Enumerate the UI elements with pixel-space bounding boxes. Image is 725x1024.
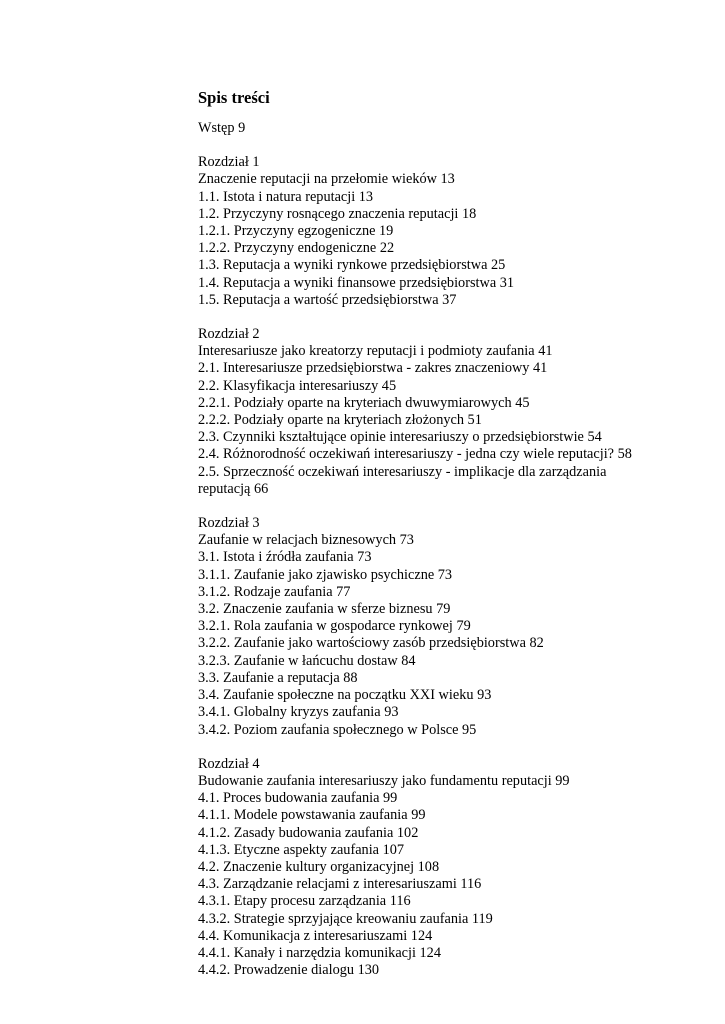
- toc-entry: 4.4.1. Kanały i narzędzia komunikacji 124: [198, 944, 441, 961]
- toc-entry: 4.1.2. Zasady budowania zaufania 102: [198, 824, 419, 841]
- toc-entry: 1.5. Reputacja a wartość przedsiębiorstwa 37: [198, 291, 457, 308]
- toc-entry: Zaufanie w relacjach biznesowych 73: [198, 532, 414, 549]
- toc-entry: 3.4. Zaufanie społeczne na początku XXI wieku 93: [198, 687, 492, 704]
- toc-entry: 1.1. Istota i natura reputacji 13: [198, 188, 374, 205]
- toc-entry: 3.1.1. Zaufanie jako zjawisko psychiczne 73: [198, 566, 453, 583]
- toc-chapter-2: [198, 326, 638, 498]
- toc-entry: Budowanie zaufania interesariuszy jako fundamentu reputacji 99: [198, 772, 570, 789]
- toc-entry: 1.2.2. Przyczyny endogeniczne 22: [198, 240, 395, 257]
- toc-entry: Interesariusze jako kreatorzy reputacji i podmioty zaufania 41: [198, 343, 553, 360]
- toc-entry: 3.4.1. Globalny kryzys zaufania 93: [198, 704, 399, 721]
- toc-entry: 1.3. Reputacja a wyniki rynkowe przedsiębiorstwa 25: [198, 257, 506, 274]
- toc-title: Spis treści: [198, 88, 270, 107]
- toc-entry: 3.3. Zaufanie a reputacja 88: [198, 669, 358, 686]
- chapter-heading: Rozdział 4: [198, 755, 260, 772]
- toc-entry: 4.3.1. Etapy procesu zarządzania 116: [198, 893, 411, 910]
- toc-chapter-4: [198, 756, 638, 980]
- toc-entry: 1.2.1. Przyczyny egzogeniczne 19: [198, 223, 394, 240]
- toc-entry: 4.4. Komunikacja z interesariuszami 124: [198, 927, 433, 944]
- toc-entry: 3.2.2. Zaufanie jako wartościowy zasób przedsiębiorstwa 82: [198, 635, 544, 652]
- toc-entry: Znaczenie reputacji na przełomie wieków 13: [198, 171, 455, 188]
- toc-entry: 3.2.3. Zaufanie w łańcuchu dostaw 84: [198, 652, 416, 669]
- toc-entry: 2.2. Klasyfikacja interesariuszy 45: [198, 377, 397, 394]
- toc-entry: 4.3. Zarządzanie relacjami z interesariuszami 116: [198, 876, 482, 893]
- toc-entry: 4.3.2. Strategie sprzyjające kreowaniu zaufania 119: [198, 910, 493, 927]
- toc-entry: 4.1. Proces budowania zaufania 99: [198, 790, 398, 807]
- table-of-contents: [198, 88, 638, 996]
- toc-entry: 4.2. Znaczenie kultury organizacyjnej 108: [198, 858, 440, 875]
- chapter-heading: Rozdział 2: [198, 326, 260, 343]
- toc-entry: 1.2. Przyczyny rosnącego znaczenia reputacji 18: [198, 205, 477, 222]
- toc-entry: 4.4.2. Prowadzenie dialogu 130: [198, 962, 380, 979]
- toc-entry: 4.1.3. Etyczne aspekty zaufania 107: [198, 841, 405, 858]
- toc-chapters: [198, 154, 638, 979]
- toc-entry: 2.3. Czynniki kształtujące opinie interesariuszy o przedsiębiorstwie 54: [198, 429, 602, 446]
- toc-entry: 2.1. Interesariusze przedsiębiorstwa - zakres znaczeniowy 41: [198, 360, 548, 377]
- toc-entry: 2.2.1. Podziały oparte na kryteriach dwuwymiarowych 45: [198, 394, 530, 411]
- toc-entry: 3.2.1. Rola zaufania w gospodarce rynkowej 79: [198, 618, 471, 635]
- toc-entry: 2.4. Różnorodność oczekiwań interesariuszy - jedna czy wiele reputacji? 58: [198, 446, 632, 463]
- toc-intro-entry: Wstęp 9: [198, 120, 246, 136]
- chapter-heading: Rozdział 1: [198, 154, 260, 171]
- toc-entry: 1.4. Reputacja a wyniki finansowe przedsiębiorstwa 31: [198, 274, 515, 291]
- toc-entry: 3.4.2. Poziom zaufania społecznego w Polsce 95: [198, 721, 477, 738]
- toc-entry: 3.1. Istota i źródła zaufania 73: [198, 549, 372, 566]
- toc-entry: 2.2.2. Podziały oparte na kryteriach złożonych 51: [198, 412, 482, 429]
- toc-chapter-1: [198, 154, 638, 309]
- chapter-heading: Rozdział 3: [198, 515, 260, 532]
- toc-entry: 3.1.2. Rodzaje zaufania 77: [198, 583, 351, 600]
- toc-chapter-3: [198, 515, 638, 739]
- toc-entry: 4.1.1. Modele powstawania zaufania 99: [198, 807, 426, 824]
- toc-entry: 3.2. Znaczenie zaufania w sferze biznesu 79: [198, 601, 451, 618]
- toc-entry: 2.5. Sprzeczność oczekiwań interesariuszy - implikacje dla zarządzania reputacją 66: [198, 463, 607, 497]
